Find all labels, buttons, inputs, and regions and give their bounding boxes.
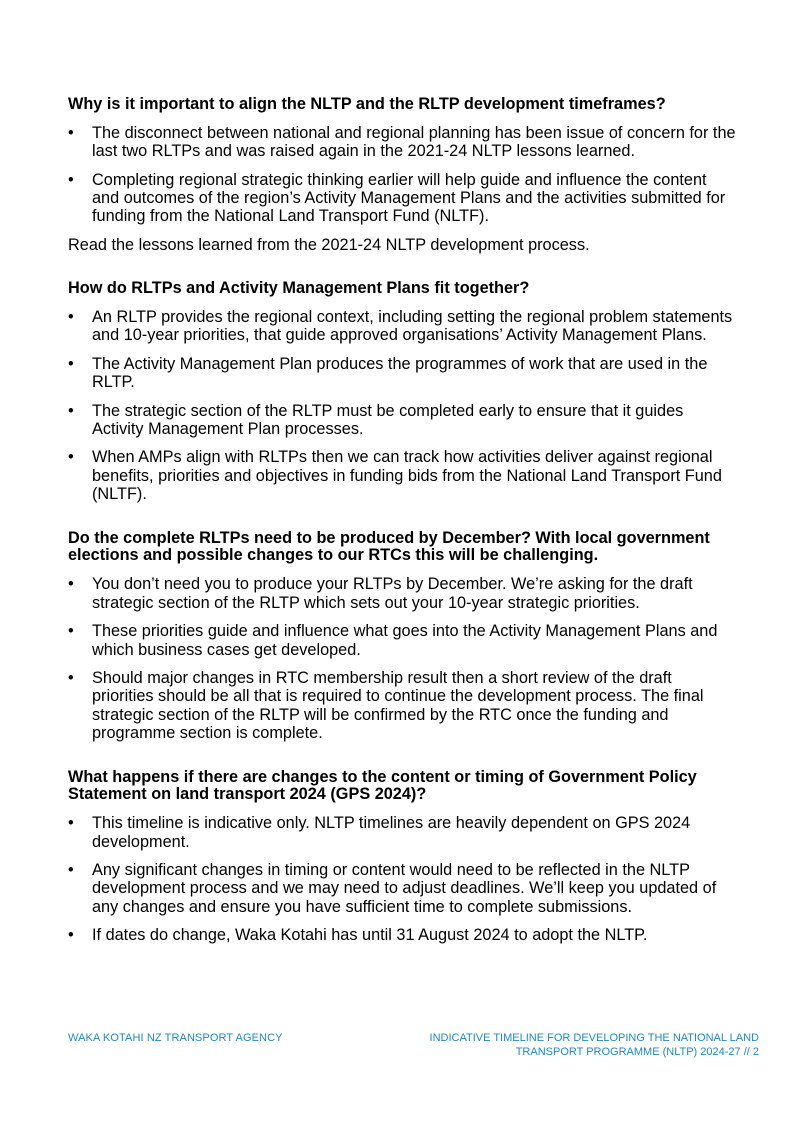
bullet-item: • You don’t need you to produce your RLTPs by December. We’re asking for the draft strategic section of the RLTP which sets out your 10-year strategic priorities. xyxy=(68,575,736,612)
bullet-list xyxy=(68,575,736,742)
document-body xyxy=(68,96,736,971)
section-rltp-amp xyxy=(68,280,736,503)
lessons-learned-paragraph: Read the lessons learned from the 2021-24 NLTP development process. xyxy=(68,235,590,254)
footer-title-line: TRANSPORT PROGRAMME (NLTP) 2024-27 // 2 xyxy=(515,1045,759,1058)
bullet-item: • This timeline is indicative only. NLTP timelines are heavily dependent on GPS 2024 development. xyxy=(68,814,736,851)
bullet-item: • Should major changes in RTC membership result then a short review of the draft priorities should be all that is required to continue the development process. The final strategic section of the RLTP will be confirmed by the RTC once the funding and programme section is complete. xyxy=(68,669,736,743)
bullet-item: • Any significant changes in timing or content would need to be reflected in the NLTP development process and we may need to adjust deadlines. We’ll keep you updated of any changes and ensure you have sufficient time to complete submissions. xyxy=(68,861,736,916)
bullet-item: • These priorities guide and influence what goes into the Activity Management Plans and which business cases get developed. xyxy=(68,622,736,659)
bullet-item: • The Activity Management Plan produces the programmes of work that are used in the RLTP. xyxy=(68,355,736,392)
bullet-item: • An RLTP provides the regional context, including setting the regional problem statements and 10-year priorities, that guide approved organisations’ Activity Management Plans. xyxy=(68,308,736,345)
bullet-list xyxy=(68,124,736,226)
bullet-item: • Completing regional strategic thinking earlier will help guide and influence the content and outcomes of the region’s Activity Management Plans and the activities submitted for funding from the National Land Transport Fund (NLTF). xyxy=(68,171,736,226)
section-heading: Do the complete RLTPs need to be produced by December? With local government elections and possible changes to our RTCs this will be challenging. xyxy=(68,528,710,565)
footer-document-title xyxy=(399,1032,759,1059)
section-heading: Why is it important to align the NLTP and the RLTP development timeframes? xyxy=(68,95,666,113)
section-heading: How do RLTPs and Activity Management Plans fit together? xyxy=(68,279,530,298)
bullet-item: • The disconnect between national and regional planning has been issue of concern for the last two RLTPs and was raised again in the 2021-24 NLTP lessons learned. xyxy=(68,124,736,161)
footer-agency-name: WAKA KOTAHI NZ TRANSPORT AGENCY xyxy=(68,1032,283,1044)
section-december xyxy=(68,530,736,743)
bullet-list xyxy=(68,308,736,504)
bullet-list xyxy=(68,814,736,944)
bullet-item: • If dates do change, Waka Kotahi has until 31 August 2024 to adopt the NLTP. xyxy=(68,926,736,944)
section-align-timeframes xyxy=(68,96,736,254)
section-gps-changes xyxy=(68,769,736,945)
bullet-item: • The strategic section of the RLTP must be completed early to ensure that it guides Activity Management Plan processes. xyxy=(68,402,736,439)
section-heading: What happens if there are changes to the content or timing of Government Policy Statement on land transport 2024 (GPS 2024)? xyxy=(68,767,697,804)
bullet-item: • When AMPs align with RLTPs then we can track how activities deliver against regional benefits, priorities and objectives in funding bids from the National Land Transport Fund (NLTF). xyxy=(68,448,736,503)
footer-title-line: INDICATIVE TIMELINE FOR DEVELOPING THE NATIONAL LAND xyxy=(429,1032,759,1044)
